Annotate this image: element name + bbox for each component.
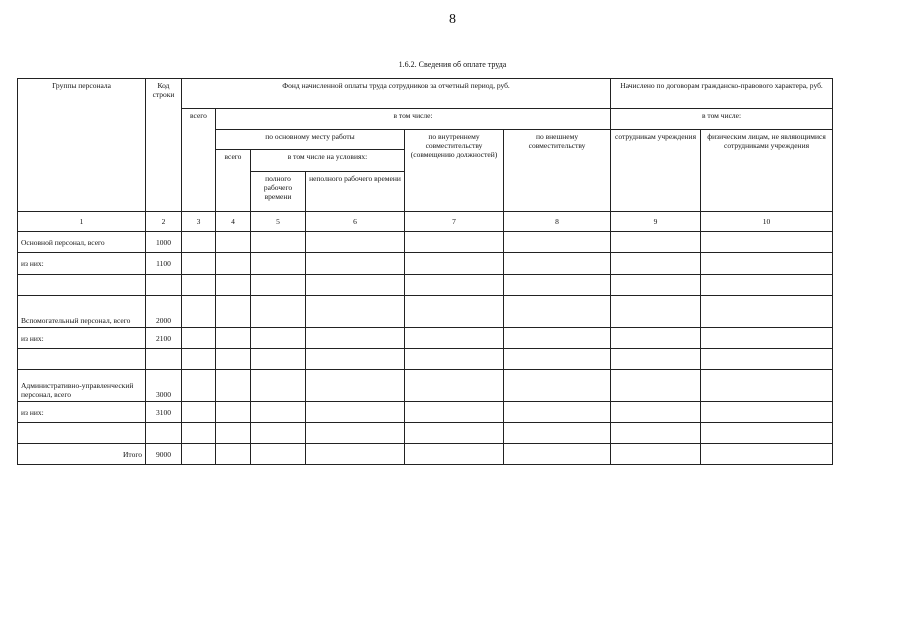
row-name: из них: — [18, 253, 146, 275]
table-cell[interactable] — [251, 349, 306, 370]
column-numbers-row — [18, 212, 833, 232]
table-cell[interactable] — [216, 444, 251, 465]
column-number: 2 — [146, 212, 182, 232]
header-individuals: физическим лицам, не являющимися сотрудниками учреждения — [701, 130, 833, 212]
table-cell[interactable] — [701, 232, 833, 253]
table-cell[interactable] — [504, 423, 611, 444]
table-row — [18, 253, 833, 275]
row-name: из них: — [18, 402, 146, 423]
table-cell[interactable] — [701, 328, 833, 349]
row-name: Вспомогательный персонал, всего — [18, 296, 146, 328]
header-conditions: в том числе на условиях: — [251, 150, 405, 172]
table-cell[interactable] — [182, 253, 216, 275]
table-cell[interactable] — [611, 444, 701, 465]
table-cell[interactable] — [504, 349, 611, 370]
header-fund-total: всего — [182, 109, 216, 212]
header-code: Код строки — [146, 79, 182, 212]
table-cell[interactable] — [251, 275, 306, 296]
table-cell[interactable] — [405, 444, 504, 465]
table-cell[interactable] — [504, 370, 611, 402]
row-name — [18, 275, 146, 296]
column-number: 6 — [306, 212, 405, 232]
table-row — [18, 423, 833, 444]
salary-table — [17, 78, 833, 465]
header-internal: по внутреннему совместительству (совмещению должностей) — [405, 130, 504, 212]
header-part-time: неполного рабочего времени — [306, 172, 405, 212]
header-external: по внешнему совместительству — [504, 130, 611, 212]
header-contracts-including: в том числе: — [611, 109, 833, 130]
row-name: Основной персонал, всего — [18, 232, 146, 253]
row-code — [146, 275, 182, 296]
table-cell[interactable] — [405, 402, 504, 423]
row-name — [18, 349, 146, 370]
table-cell[interactable] — [405, 370, 504, 402]
table-cell[interactable] — [306, 232, 405, 253]
table-row — [18, 296, 833, 328]
column-number: 1 — [18, 212, 146, 232]
table-cell[interactable] — [251, 402, 306, 423]
table-cell[interactable] — [216, 349, 251, 370]
table-cell[interactable] — [306, 370, 405, 402]
row-code: 1000 — [146, 232, 182, 253]
table-cell[interactable] — [611, 275, 701, 296]
row-code: 2100 — [146, 328, 182, 349]
table-cell[interactable] — [216, 423, 251, 444]
table-cell[interactable] — [251, 370, 306, 402]
table-cell[interactable] — [216, 296, 251, 328]
table-cell[interactable] — [405, 275, 504, 296]
table-cell[interactable] — [611, 349, 701, 370]
table-cell[interactable] — [182, 444, 216, 465]
table-cell[interactable] — [504, 275, 611, 296]
row-code — [146, 349, 182, 370]
column-number: 9 — [611, 212, 701, 232]
table-row — [18, 275, 833, 296]
table-cell[interactable] — [701, 370, 833, 402]
table-cell[interactable] — [306, 253, 405, 275]
row-code: 9000 — [146, 444, 182, 465]
table-cell[interactable] — [251, 253, 306, 275]
table-cell[interactable] — [306, 423, 405, 444]
header-fund-including: в том числе: — [216, 109, 611, 130]
table-body — [18, 232, 833, 444]
row-code: 1100 — [146, 253, 182, 275]
row-code: 3000 — [146, 370, 182, 402]
table-cell[interactable] — [611, 370, 701, 402]
header-fund: Фонд начисленной оплаты труда сотрудников за отчетный период, руб. — [182, 79, 611, 109]
table-cell[interactable] — [216, 253, 251, 275]
table-cell[interactable] — [405, 296, 504, 328]
table-cell[interactable] — [306, 349, 405, 370]
header-full-time: полного рабочего времени — [251, 172, 306, 212]
table-cell[interactable] — [611, 328, 701, 349]
table-cell[interactable] — [701, 275, 833, 296]
table-cell[interactable] — [611, 253, 701, 275]
table-row — [18, 349, 833, 370]
table-cell[interactable] — [611, 402, 701, 423]
table-cell[interactable] — [611, 423, 701, 444]
header-main-place: по основному месту работы — [216, 130, 405, 150]
table-cell[interactable] — [701, 423, 833, 444]
row-name — [18, 423, 146, 444]
table-cell[interactable] — [405, 232, 504, 253]
table-cell[interactable] — [216, 370, 251, 402]
table-cell[interactable] — [182, 232, 216, 253]
header-employees: сотрудникам учреждения — [611, 130, 701, 212]
table-cell[interactable] — [182, 370, 216, 402]
section-title: 1.6.2. Сведения об оплате труда — [398, 60, 507, 69]
header-contracts: Начислено по договорам гражданско-правового характера, руб. — [611, 79, 833, 109]
table-cell[interactable] — [405, 349, 504, 370]
table-cell[interactable] — [182, 275, 216, 296]
table-cell[interactable] — [504, 232, 611, 253]
table-cell[interactable] — [306, 296, 405, 328]
table-cell[interactable] — [251, 423, 306, 444]
header-row-1 — [18, 79, 833, 109]
row-code: 3100 — [146, 402, 182, 423]
table-cell[interactable] — [251, 444, 306, 465]
table-cell[interactable] — [611, 232, 701, 253]
table-cell[interactable] — [306, 275, 405, 296]
table-cell[interactable] — [405, 328, 504, 349]
page-number: 8 — [449, 12, 456, 27]
table-cell[interactable] — [251, 296, 306, 328]
header-main-total: всего — [216, 150, 251, 212]
column-number: 5 — [251, 212, 306, 232]
table-row-total — [18, 444, 833, 465]
table-cell[interactable] — [182, 402, 216, 423]
table-cell[interactable] — [251, 328, 306, 349]
column-number: 10 — [701, 212, 833, 232]
table-cell[interactable] — [405, 253, 504, 275]
table-cell[interactable] — [701, 349, 833, 370]
table-cell[interactable] — [701, 444, 833, 465]
column-number: 7 — [405, 212, 504, 232]
table-cell[interactable] — [611, 296, 701, 328]
header-groups: Группы персонала — [18, 79, 146, 212]
column-number: 4 — [216, 212, 251, 232]
table-cell[interactable] — [504, 296, 611, 328]
column-number: 3 — [182, 212, 216, 232]
table-row — [18, 370, 833, 402]
table-row — [18, 232, 833, 253]
table-cell[interactable] — [701, 402, 833, 423]
row-name: Итого — [18, 444, 146, 465]
table-cell[interactable] — [182, 349, 216, 370]
table-cell[interactable] — [182, 296, 216, 328]
table-cell[interactable] — [504, 328, 611, 349]
table-cell[interactable] — [504, 253, 611, 275]
table-cell[interactable] — [504, 402, 611, 423]
table-cell[interactable] — [701, 253, 833, 275]
table-row — [18, 402, 833, 423]
row-code — [146, 423, 182, 444]
table-cell[interactable] — [216, 328, 251, 349]
row-name: Административно-управленческий персонал, всего — [18, 370, 146, 402]
row-code: 2000 — [146, 296, 182, 328]
table-cell[interactable] — [306, 328, 405, 349]
table-cell[interactable] — [182, 328, 216, 349]
table-cell[interactable] — [701, 296, 833, 328]
column-number: 8 — [504, 212, 611, 232]
table-cell[interactable] — [216, 402, 251, 423]
table-cell[interactable] — [306, 444, 405, 465]
row-name: из них: — [18, 328, 146, 349]
table-cell[interactable] — [251, 232, 306, 253]
table-cell[interactable] — [306, 402, 405, 423]
table-cell[interactable] — [405, 423, 504, 444]
table-cell[interactable] — [504, 444, 611, 465]
table-row — [18, 328, 833, 349]
table-cell[interactable] — [182, 423, 216, 444]
table-cell[interactable] — [216, 232, 251, 253]
table-cell[interactable] — [216, 275, 251, 296]
